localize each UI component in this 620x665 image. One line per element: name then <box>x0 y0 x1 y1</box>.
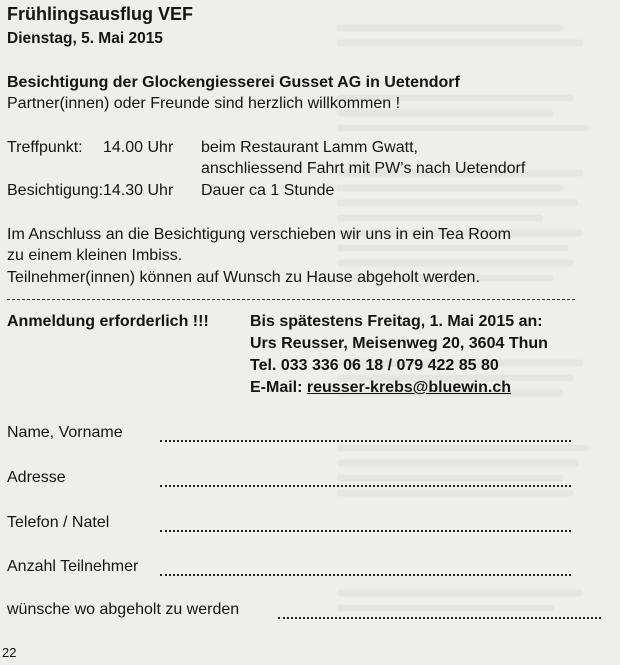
field-label-pickup: wünsche wo abgeholt zu werden <box>7 601 240 618</box>
meeting-label: Treffpunkt: <box>7 139 83 156</box>
field-line-address[interactable] <box>160 485 571 487</box>
field-line-phone[interactable] <box>160 530 571 532</box>
page-title: Frühlingsausflug VEF <box>7 4 194 24</box>
tour-time: 14.30 Uhr <box>103 182 174 199</box>
page-number: 22 <box>2 645 17 660</box>
event-heading: Besichtigung der Glockengiesserei Gusset AG in Uetendorf <box>7 74 460 91</box>
contact-address: Urs Reusser, Meisenweg 20, 3604 Thun <box>250 335 548 352</box>
note-line-3: Teilnehmer(innen) können auf Wunsch zu Hause abgeholt werden. <box>7 269 480 286</box>
field-line-pickup[interactable] <box>278 617 601 619</box>
email-link[interactable]: reusser-krebs@bluewin.ch <box>306 379 512 396</box>
note-line-2: zu einem kleinen Imbiss. <box>7 247 183 264</box>
meeting-time: 14.00 Uhr <box>103 139 174 156</box>
email-label: E-Mail: <box>250 379 307 396</box>
registration-deadline: Bis spätestens Freitag, 1. Mai 2015 an: <box>250 313 543 330</box>
field-line-participants[interactable] <box>160 574 571 576</box>
field-line-name[interactable] <box>160 440 571 442</box>
field-label-phone: Telefon / Natel <box>7 514 110 531</box>
tour-label: Besichtigung: <box>7 182 104 199</box>
dashed-divider <box>7 299 575 300</box>
invite-text: Partner(innen) oder Freunde sind herzlich willkommen ! <box>7 95 401 112</box>
meeting-travel: anschliessend Fahrt mit PW’s nach Uetendorf <box>201 160 526 177</box>
field-label-address: Adresse <box>7 469 66 486</box>
contact-email-row <box>250 379 511 397</box>
note-line-1: Im Anschluss an die Besichtigung verschieben wir uns in ein Tea Room <box>7 226 511 243</box>
field-label-participants: Anzahl Teilnehmer <box>7 558 139 575</box>
registration-required: Anmeldung erforderlich !!! <box>7 313 209 330</box>
event-date: Dienstag, 5. Mai 2015 <box>7 30 163 47</box>
meeting-place: beim Restaurant Lamm Gwatt, <box>201 139 418 156</box>
field-label-name: Name, Vorname <box>7 424 123 441</box>
contact-phone: Tel. 033 336 06 18 / 079 422 85 80 <box>250 357 499 374</box>
tour-duration: Dauer ca 1 Stunde <box>201 182 335 199</box>
